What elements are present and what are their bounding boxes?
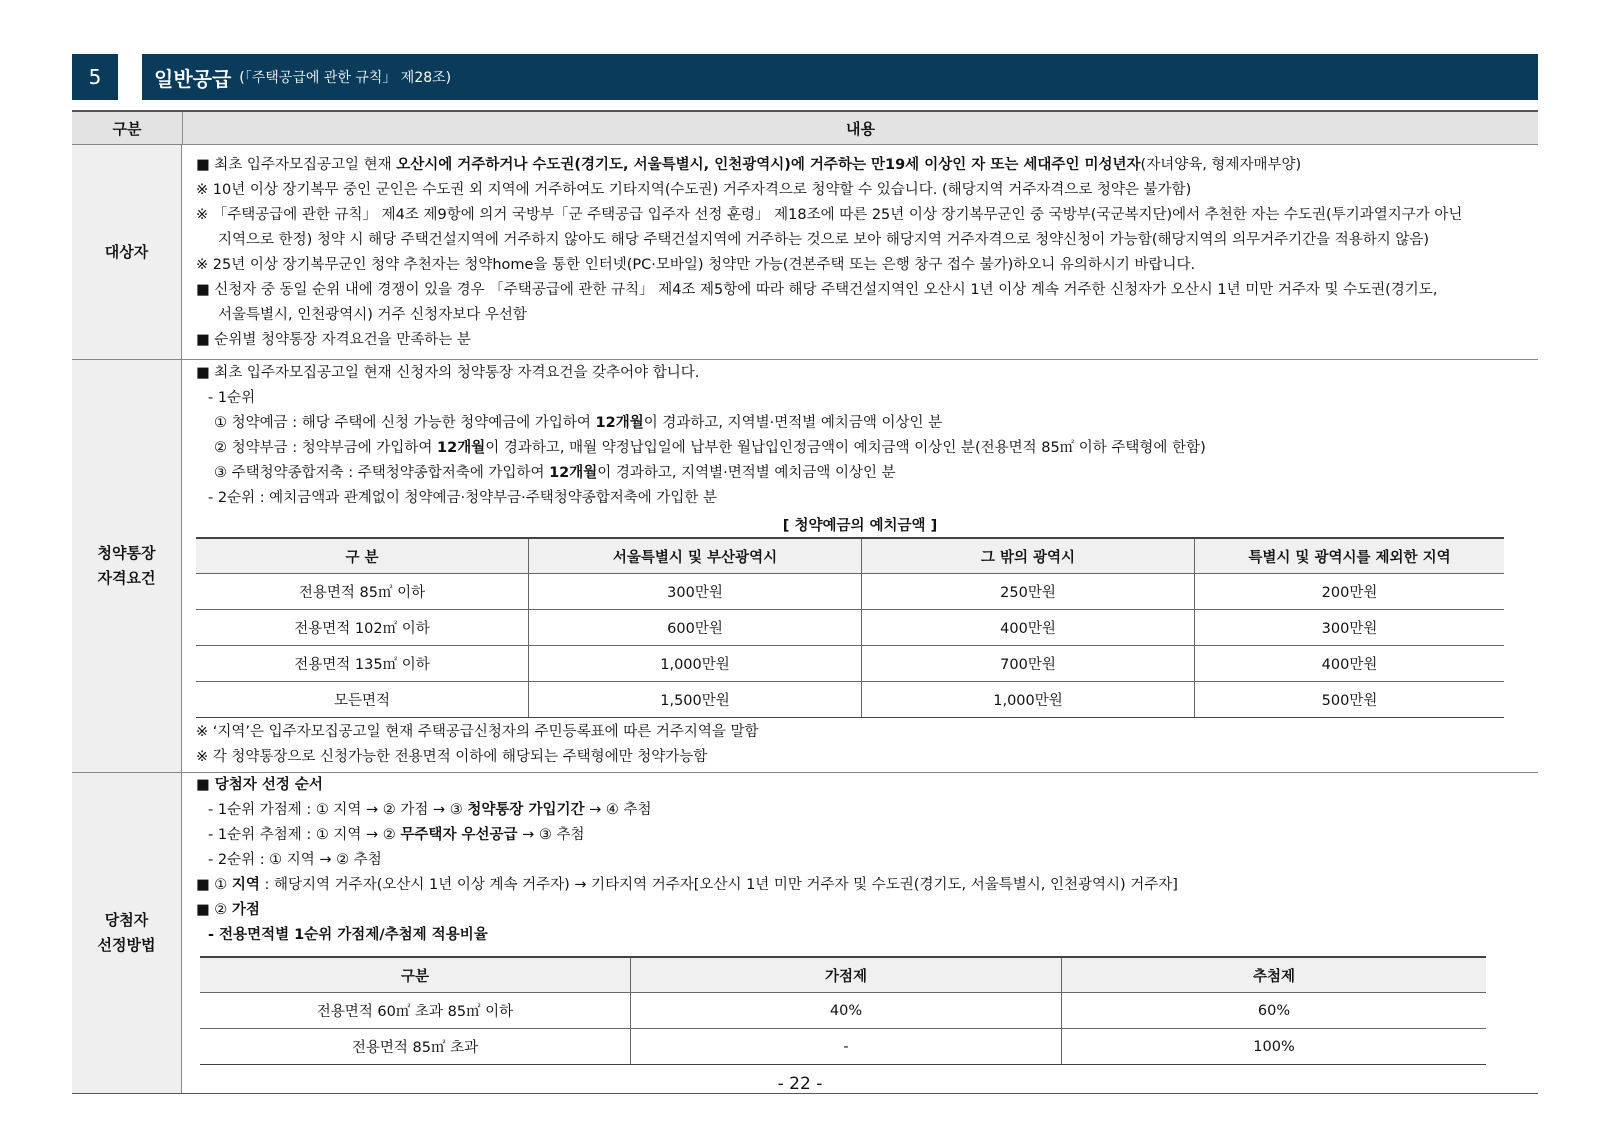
account-rank1: - 1순위: [208, 390, 256, 406]
account-content: [182, 360, 1538, 772]
ratio-cell: 전용면적 85㎡ 초과: [200, 1029, 631, 1065]
deposit-cell: 250만원: [862, 574, 1195, 610]
table-row: [196, 646, 1504, 682]
row-target: [72, 145, 1538, 360]
section-title-sub: (「주택공급에 관한 규칙」 제28조): [239, 70, 452, 86]
table-row: [196, 610, 1504, 646]
deposit-cell: 1,500만원: [529, 682, 862, 718]
ratio-cell: 40%: [631, 993, 1062, 1029]
target-line-8: ■ 순위별 청약통장 자격요건을 만족하는 분: [196, 332, 471, 348]
table-row: [196, 574, 1504, 610]
winner-line-6: - 전용면적별 1순위 가점제/추첨제 적용비율: [208, 927, 488, 943]
winner-content: [182, 773, 1538, 1093]
ratio-cell: 전용면적 60㎡ 초과 85㎡ 이하: [200, 993, 631, 1029]
ratio-cell: -: [631, 1029, 1062, 1065]
deposit-cell: 전용면적 85㎡ 이하: [196, 574, 529, 610]
deposit-cell: 400만원: [1195, 646, 1505, 682]
table-row: [200, 1029, 1486, 1065]
deposit-header: 구 분: [196, 538, 529, 574]
account-note-2: ※ 각 청약통장으로 신청가능한 전용면적 이하에 해당되는 주택형에만 청약가능함: [196, 749, 708, 765]
section-number: 5: [72, 54, 118, 100]
account-line-1: ■ 최초 입주자모집공고일 현재 신청자의 청약통장 자격요건을 갖추어야 합니다.: [196, 365, 700, 381]
deposit-header: 특별시 및 광역시를 제외한 지역: [1195, 538, 1505, 574]
winner-line-5: ■ ② 가점: [196, 902, 260, 918]
general-supply-table: [72, 110, 1538, 1094]
account-item-1: ① 청약예금 : 해당 주택에 신청 가능한 청약예금에 가입하여 12개월이 경과하고, 지역별·면적별 예치금액 이상인 분: [214, 415, 943, 431]
row-label-target: 대상자: [72, 145, 182, 359]
account-item-2: ② 청약부금 : 청약부금에 가입하여 12개월이 경과하고, 매월 약정납입일에 납부한 월납입인정금액이 예치금액 이상인 분(전용면적 85㎡ 이하 주택형에 한함): [214, 440, 1206, 456]
table-row: [200, 993, 1486, 1029]
ratio-header: 추첨제: [1062, 957, 1487, 993]
ratio-header: 가점제: [631, 957, 1062, 993]
deposit-cell: 전용면적 135㎡ 이하: [196, 646, 529, 682]
section-title-bar: [72, 54, 1538, 100]
deposit-header: 그 밖의 광역시: [862, 538, 1195, 574]
target-line-7: 서울특별시, 인천광역시) 거주 신청자보다 우선함: [218, 307, 527, 323]
target-line-6: ■ 신청자 중 동일 순위 내에 경쟁이 있을 경우 「주택공급에 관한 규칙」 제4조 제5항에 따라 해당 주택건설지역인 오산시 1년 이상 계속 거주한 신청자가 오산시 1년 미만 거주자 및 수도권(경기도,: [196, 282, 1438, 298]
table-row: [196, 682, 1504, 718]
deposit-table: [196, 537, 1504, 718]
ratio-table: [200, 956, 1486, 1065]
target-line-3: ※ 「주택공급에 관한 규칙」 제4조 제9항에 의거 국방부「군 주택공급 입주자 선정 훈령」 제18조에 따른 25년 이상 장기복무군인 중 국방부(국군복지단)에서 추천한 자는 수도권(투기과열지구가 아닌: [196, 207, 1463, 223]
winner-order-title: ■ 당첨자 선정 순서: [196, 777, 323, 793]
winner-line-2: - 1순위 추첨제 : ① 지역 → ② 무주택자 우선공급 → ③ 추첨: [208, 827, 585, 843]
account-rank2: - 2순위 : 예치금액과 관계없이 청약예금·청약부금·주택청약종합저축에 가입한 분: [208, 490, 718, 506]
deposit-cell: 300만원: [529, 574, 862, 610]
row-label-account: 청약통장 자격요건: [72, 360, 182, 772]
section-title: [142, 54, 1538, 100]
account-note-1: ※ ‘지역’은 입주자모집공고일 현재 주택공급신청자의 주민등록표에 따른 거주지역을 말함: [196, 724, 759, 740]
ratio-cell: 60%: [1062, 993, 1487, 1029]
deposit-cell: 400만원: [862, 610, 1195, 646]
target-line-1: ■ 최초 입주자모집공고일 현재 오산시에 거주하거나 수도권(경기도, 서울특별시, 인천광역시)에 거주하는 만19세 이상인 자 또는 세대주인 미성년자(자녀양육, 형제자매부양): [196, 157, 1302, 173]
winner-line-3: - 2순위 : ① 지역 → ② 추첨: [208, 852, 382, 868]
ratio-cell: 100%: [1062, 1029, 1487, 1065]
target-line-4: 지역으로 한정) 청약 시 해당 주택건설지역에 거주하지 않아도 해당 주택건설지역에 거주하는 것으로 보아 해당지역 거주자격으로 청약신청이 가능함(해당지역의 의무거주기간을 적용하지 않음): [218, 232, 1430, 248]
table-header: [72, 112, 1538, 145]
deposit-header: 서울특별시 및 부산광역시: [529, 538, 862, 574]
deposit-cell: 700만원: [862, 646, 1195, 682]
target-content: [182, 145, 1538, 359]
account-item-3: ③ 주택청약종합저축 : 주택청약종합저축에 가입하여 12개월이 경과하고, 지역별·면적별 예치금액 이상인 분: [214, 465, 896, 481]
deposit-cell: 전용면적 102㎡ 이하: [196, 610, 529, 646]
section-title-main: 일반공급: [154, 66, 232, 91]
header-category: 구분: [72, 112, 183, 144]
deposit-cell: 1,000만원: [529, 646, 862, 682]
page-number: - 22 -: [777, 1074, 823, 1094]
deposit-cell: 1,000만원: [862, 682, 1195, 718]
row-account: [72, 360, 1538, 773]
deposit-cell: 500만원: [1195, 682, 1505, 718]
deposit-cell: 600만원: [529, 610, 862, 646]
deposit-table-title: [ 청약예금의 예치금액 ]: [782, 518, 938, 534]
target-line-5: ※ 25년 이상 장기복무군인 청약 추천자는 청약home을 통한 인터넷(PC·모바일) 청약만 가능(견본주택 또는 은행 창구 접수 불가)하오니 유의하시기 바랍니다.: [196, 257, 1196, 273]
row-winner: [72, 773, 1538, 1093]
winner-line-4: ■ ① 지역 : 해당지역 거주자(오산시 1년 이상 계속 거주자) → 기타지역 거주자[오산시 1년 미만 거주자 및 수도권(경기도, 서울특별시, 인천광역시) 거주자]: [196, 877, 1178, 893]
header-content: 내용: [846, 119, 875, 138]
target-line-2: ※ 10년 이상 장기복무 중인 군인은 수도권 외 지역에 거주하여도 기타지역(수도권) 거주자격으로 청약할 수 있습니다. (해당지역 거주자격으로 청약은 불가함): [196, 182, 1192, 198]
deposit-cell: 200만원: [1195, 574, 1505, 610]
deposit-cell: 모든면적: [196, 682, 529, 718]
ratio-header: 구분: [200, 957, 631, 993]
row-label-winner: 당첨자 선정방법: [72, 773, 182, 1093]
deposit-cell: 300만원: [1195, 610, 1505, 646]
winner-line-1: - 1순위 가점제 : ① 지역 → ② 가점 → ③ 청약통장 가입기간 → ④ 추첨: [208, 802, 652, 818]
